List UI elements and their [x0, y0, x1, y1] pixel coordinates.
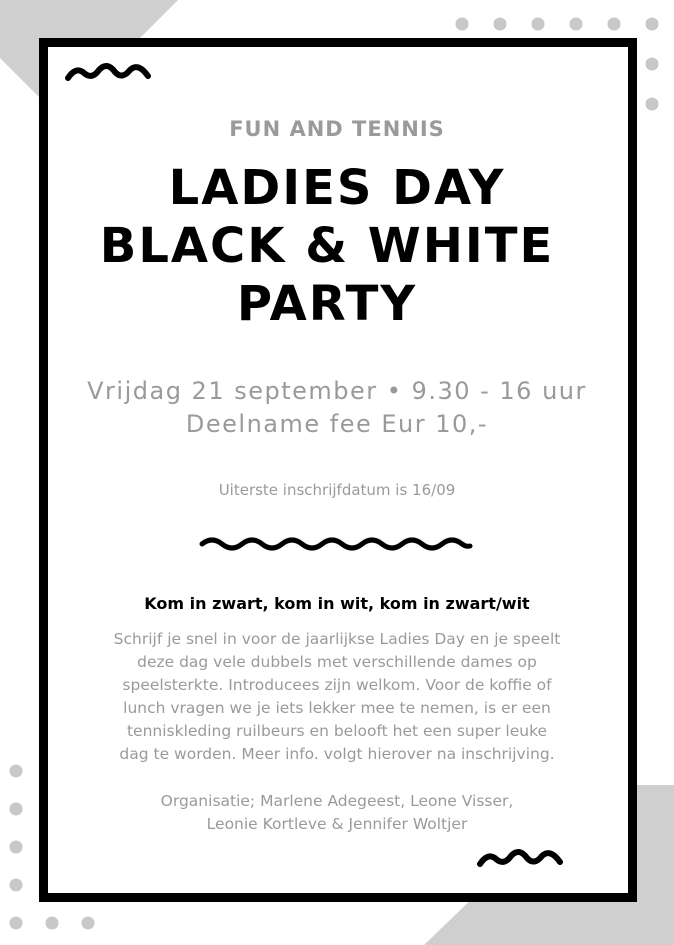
squiggle-bottom-right-icon: [476, 848, 564, 870]
registration-deadline: Uiterste inschrijfdatum is 16/09: [218, 481, 456, 499]
organisers-line: Leonie Kortleve & Jennifer Woltjer: [206, 815, 468, 833]
title-line-2: BLACK & WHITE: [99, 218, 555, 274]
description-line: Schrijf je snel in voor de jaarlijkse Ladies Day en je speelt: [113, 630, 561, 648]
dress-code-subheading: Kom in zwart, kom in wit, kom in zwart/wit: [144, 594, 530, 613]
title-line-1: LADIES DAY: [168, 160, 506, 216]
wave-divider-icon: [198, 534, 474, 554]
title-line-3: PARTY: [236, 276, 418, 332]
event-date-time: Vrijdag 21 september • 9.30 - 16 uur: [87, 377, 587, 405]
description-line: tenniskleding ruilbeurs en belooft het een super leuke: [126, 722, 548, 740]
description-line: deze dag vele dubbels met verschillende dames op: [137, 653, 537, 671]
description-line: speelsterkte. Introducees zijn welkom. Voor de koffie of: [122, 676, 552, 694]
organisers-line: Organisatie; Marlene Adegeest, Leone Visser,: [160, 792, 514, 810]
organisers: [0, 790, 674, 836]
participation-fee: Deelname fee Eur 10,-: [185, 410, 489, 438]
squiggle-top-left-icon: [64, 62, 152, 84]
description-body: [0, 628, 674, 766]
kicker-heading: FUN AND TENNIS: [229, 117, 445, 141]
description-line: lunch vragen we je iets lekker mee te nemen, is er een: [123, 699, 551, 717]
description-line: dag te worden. Meer info. volgt hierover na inschrijving.: [119, 745, 555, 763]
